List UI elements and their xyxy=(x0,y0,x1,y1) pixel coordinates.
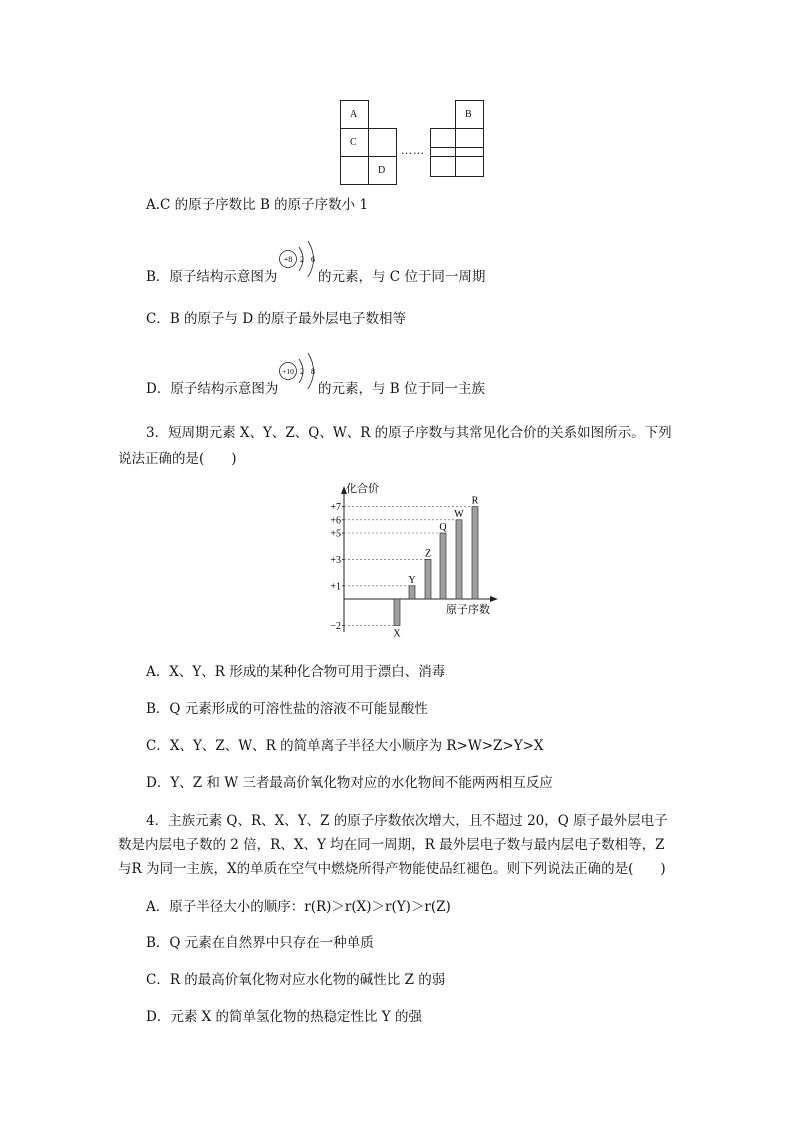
q2-option-d-prefix: D．原子结构示意图为 xyxy=(146,381,279,397)
q4-option-c: C．R 的最高价氧化物对应水化物的碱性比 Z 的弱 xyxy=(146,972,446,988)
q4-option-d: D．元素 X 的简单氢化物的热稳定性比 Y 的强 xyxy=(146,1009,423,1025)
bar-label: Z xyxy=(424,548,432,560)
ellipsis: …… xyxy=(401,144,425,157)
x-axis-label: 原子序数 xyxy=(446,604,490,616)
y-tick-label: +7 xyxy=(330,502,341,514)
bar-label: X xyxy=(393,628,401,640)
bar-label: Y xyxy=(408,574,416,586)
valence-vs-atomic-number-chart xyxy=(322,480,502,640)
q2-option-b-suffix: 的元素，与 C 位于同一周期 xyxy=(318,269,486,285)
chart-bar xyxy=(394,599,400,625)
nucleus-charge: +8 xyxy=(283,255,293,264)
q2-option-c: C．B 的原子与 D 的原子最外层电子数相等 xyxy=(146,311,406,327)
chart-bar xyxy=(409,586,415,599)
q4-stem-line2: 数是内层电子数的 2 倍，R、X、Y 均在同一周期，R 最外层电子数与最内层电子数相等，Z xyxy=(118,837,665,853)
y-tick-label: +3 xyxy=(330,554,341,566)
q2-option-a: A.C 的原子序数比 B 的原子序数小 1 xyxy=(146,197,369,213)
shell-count: 8 xyxy=(311,367,315,376)
q3-option-c: C．X、Y、Z、W、R 的简单离子半径大小顺序为 R>W>Z>Y>X xyxy=(146,738,544,754)
shell-count: 6 xyxy=(311,255,315,264)
bar-label: R xyxy=(471,495,479,507)
shell-count: 2 xyxy=(300,255,304,264)
q3-option-b: B．Q 元素形成的可溶性盐的溶液不可能显酸性 xyxy=(146,701,428,717)
chart-bar xyxy=(456,520,462,599)
table-cell-a: A xyxy=(340,100,369,129)
q4-option-a: A．原子半径大小的顺序：r(R)＞r(X)＞r(Y)＞r(Z) xyxy=(146,899,451,915)
table-cell-d: D xyxy=(368,156,397,185)
y-tick-label: −2 xyxy=(330,620,341,632)
q3-option-a: A．X、Y、R 形成的某种化合物可用于漂白、消毒 xyxy=(146,664,446,680)
q2-option-d-suffix: 的元素，与 B 位于同一主族 xyxy=(318,381,486,397)
q2-option-b xyxy=(146,268,277,286)
chart-bar xyxy=(440,533,446,599)
table-cell-empty xyxy=(430,147,456,177)
table-cell-empty xyxy=(455,147,484,177)
table-cell-empty xyxy=(340,156,369,185)
y-tick-label: +1 xyxy=(330,581,341,593)
chart-bar xyxy=(425,559,431,599)
q2-option-b-prefix: B．原子结构示意图为 xyxy=(146,269,278,285)
q3-stem-line2: 说法正确的是( ) xyxy=(118,451,237,467)
q3-stem-line1: 3．短周期元素 X、Y、Z、Q、W、R 的原子序数与其常见化合价的关系如图所示。下列 xyxy=(146,425,672,441)
table-cell-empty xyxy=(368,128,397,157)
y-tick-label: +6 xyxy=(330,515,341,527)
bar-label: W xyxy=(454,508,464,520)
q4-option-b: B．Q 元素在自然界中只存在一种单质 xyxy=(146,935,374,951)
y-axis-label: 化合价 xyxy=(346,483,379,495)
table-cell-c: C xyxy=(340,128,369,157)
shell-count: 2 xyxy=(300,367,304,376)
q4-stem-line3: 与R 为同一主族，X的单质在空气中燃烧所得产物能使品红褪色。则下列说法正确的是( ) xyxy=(118,861,666,877)
nucleus-charge: +10 xyxy=(282,367,294,376)
table-cell-b: B xyxy=(455,100,484,129)
x-axis-arrow xyxy=(490,596,498,602)
bar-label: Q xyxy=(439,522,447,533)
y-tick-label: +5 xyxy=(330,528,341,540)
q3-option-d: D．Y、Z 和 W 三者最高价氧化物对应的水化物间不能两两相互反应 xyxy=(146,775,553,791)
q4-stem-line1: 4．主族元素 Q、R、X、Y、Z 的原子序数依次增大，且不超过 20，Q 原子最外层电子 xyxy=(146,813,668,829)
q2-option-d xyxy=(146,380,278,398)
chart-bar xyxy=(472,507,478,599)
